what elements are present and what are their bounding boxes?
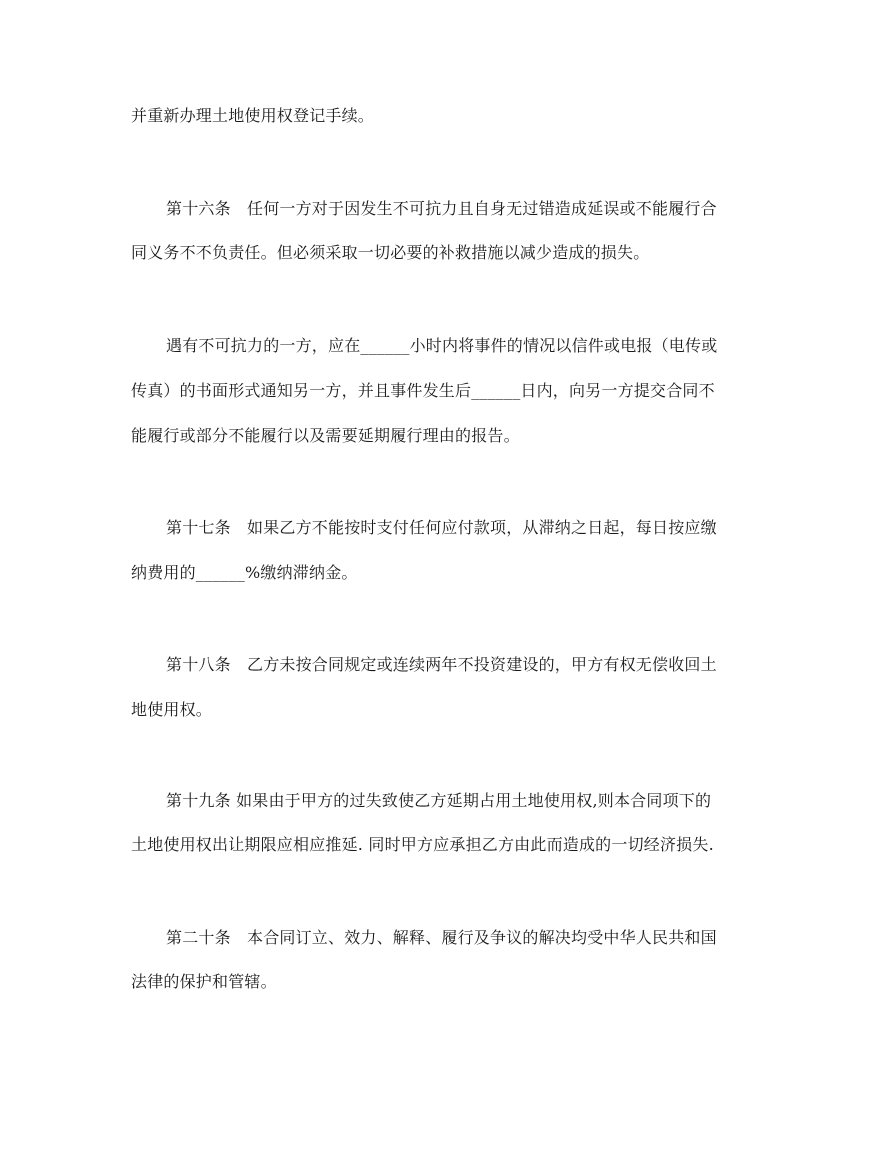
force-majeure-line-2: 传真）的书面形式通知另一方，并且事件发生后______日内，向另一方提交合同不: [131, 381, 715, 400]
article-16-line-1: 第十六条 任何一方对于因发生不可抗力且自身无过错造成延误或不能履行合: [166, 199, 717, 218]
article-20-line-2: 法律的保护和管辖。: [131, 972, 277, 991]
article-17-line-1: 第十七条 如果乙方不能按时支付任何应付款项，从滞纳之日起，每日按应缴: [166, 518, 717, 537]
force-majeure-line-1: 遇有不可抗力的一方，应在______小时内将事件的情况以信件或电报（电传或: [166, 336, 718, 355]
article-18-line-1: 第十八条 乙方未按合同规定或连续两年不投资建设的，甲方有权无偿收回土: [166, 655, 717, 674]
article-16-line-2: 同义务不不负责任。但必须采取一切必要的补救措施以减少造成的损失。: [131, 243, 650, 262]
article-19-line-1: 第十九条 如果由于甲方的过失致使乙方延期占用土地使用权,则本合同项下的: [166, 791, 712, 810]
article-17-line-2: 纳费用的______%缴纳滞纳金。: [131, 563, 358, 582]
force-majeure-line-3: 能履行或部分不能履行以及需要延期履行理由的报告。: [131, 426, 520, 445]
article-19-line-2: 土地使用权出让期限应相应推延. 同时甲方应承担乙方由此而造成的一切经济损失.: [131, 835, 714, 854]
article-20-line-1: 第二十条 本合同订立、效力、解释、履行及争议的解决均受中华人民共和国: [166, 928, 717, 947]
article-18-line-2: 地使用权。: [131, 700, 213, 719]
text-line: 并重新办理土地使用权登记手续。: [131, 106, 375, 125]
